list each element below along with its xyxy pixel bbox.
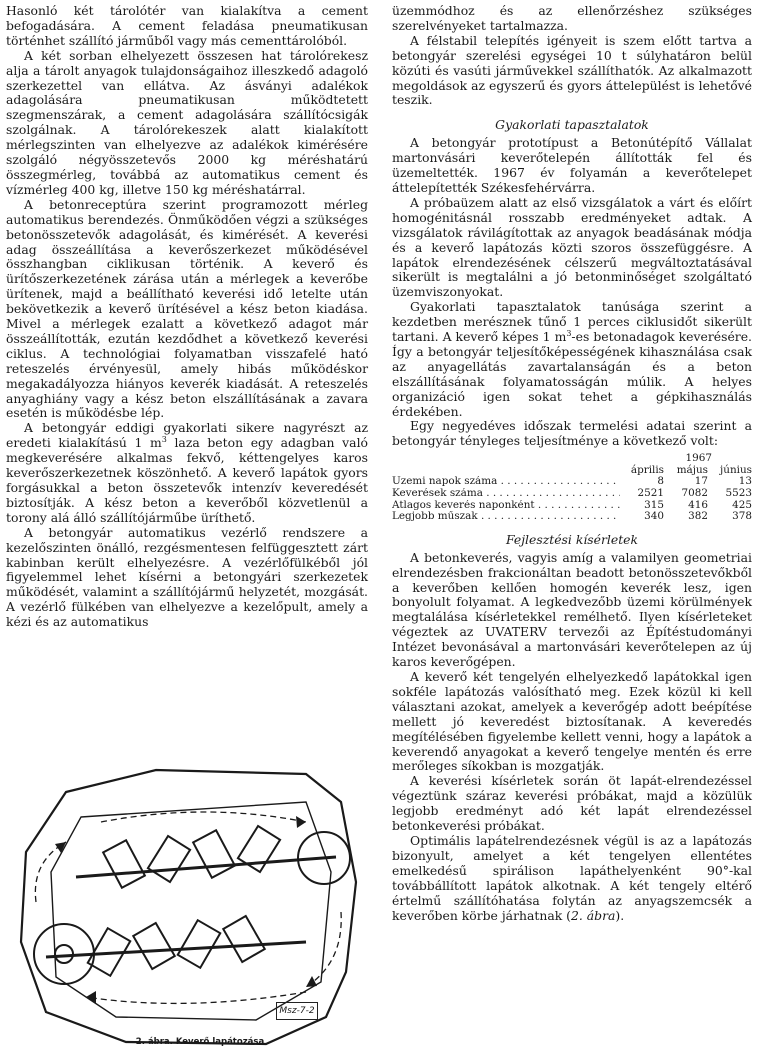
text-run: -es betonadagok keverésére. Így a betongyár teljesítőképességének kihasználása csak az anyagellátás zavartalanságán és a beton elszállításának folyamatosságán múlik. A helyes organizáció igen sokat tehet a gépkihasználás érdekében. [392, 329, 752, 419]
mixer-paddle [178, 920, 221, 968]
table-row-label: Legjobb műszak . . . [392, 511, 620, 523]
text-run: A betongyár eddigi gyakorlati sikere nagyrészt az eredeti kialakítású 1 m [6, 420, 368, 451]
table-row-label: Keverések száma . . . [392, 488, 620, 500]
table-cell: 2521 [637, 487, 664, 500]
table-row [392, 488, 752, 500]
table-header-cell: június [720, 463, 752, 476]
paragraph: A próbaüzem alatt az első vizsgálatok a várt és előírt homogénitásnál rosszabb eredményeket adtak. A vizsgálatok rávilágítottak az anyagok beadásának módja és a keverő lapátozás közti szoros összefüggésre. A lapátok elrendezésének célszerű megváltoztatásával sikerült is megtalálni a jó betonminőséget szolgáltató üzemviszonyokat. [392, 194, 752, 300]
paragraph: A betonkeverés, vagyis amíg a valamilyen geometriai elrendezésben frakcionáltan beadott betonösszetevőkből a keverőben kellően homogén keverék lesz, igen bonyolult folyamat. A legkedvezőbb üzemi körülmények megtalálása kísérletekkel remélhető. Ilyen kísérleteket végeztek az UVATERV tervezői az Építéstudományi Intézet bevonásával a martonvásári keverőtelepen az új karos keverőgépen. [392, 549, 752, 670]
figure-caption: 2. ábra. Keverő lapátozása [135, 1037, 265, 1047]
table-row-label: Átlagos keverés naponként . . . [392, 500, 620, 512]
section-heading: Gyakorlati tapasztalatok [495, 117, 649, 133]
mixer-shaft-lower [46, 942, 306, 957]
production-table [392, 453, 752, 523]
mixer-paddle [133, 923, 175, 969]
mixer-paddle [148, 836, 190, 882]
table-cell: 315 [644, 498, 664, 511]
flow-arrow-path [86, 992, 306, 1003]
table-header-cell: május [676, 463, 708, 476]
paragraph: Hasonló két tárolótér van kialakítva a cement befogadására. A cement feladása pneumatikusan történhet szállító járműből vagy más cementtárolóból. [6, 3, 368, 48]
table-cell: 382 [688, 510, 708, 523]
paragraph: A betongyár automatikus vezérlő rendszere a kezelőszinten önálló, rezgésmentesen felfüggesztett zárt kabinban került elhelyezésre. A vezérlőfülkéből jól figyelemmel lehet kísérni a betongyári szerkezetek működését, valamint a szállítójármű helyzetét, mozgását. A vezérlő fülkében van elhelyezve a kezelőpult, amely a kézi és az automatikus [6, 524, 368, 630]
paragraph: A betonreceptúra szerint programozott mérleg automatikus berendezés. Önműködően végzi a szükséges betonösszetevők adagolását, és kimérését. A keverési adag összeállítása a keverőszerkezet működésével összhangban ciklikusan történik. A keverő és ürítőszerkezetének zárása után a mérlegek a keverőbe ürítenek, majd a beállítható keverési idő letelte után bekövetkezik a keverő ürítésével a kész beton kiadása. Mivel a mérlegek ezalatt a következő adagot már összeállították, ezután kezdődhet a következő keverési ciklus. A technológiai folyamatban visszafelé ható reteszelés érvényesül, amely hibás működéskor megakadályozza hiányos keverék kiadását. A reteszelés anyaghiány vagy a kész beton elszállításának a zavara esetén is működésbe lép. [6, 196, 368, 421]
mixer-paddle [193, 830, 235, 878]
paragraph [6, 421, 368, 525]
superscript: 3 [566, 328, 572, 338]
mixer-paddle [103, 840, 145, 888]
left-column [6, 4, 368, 630]
text-run: ). [615, 907, 625, 923]
paragraph: A keverő két tengelyén elhelyezkedő lapátokkal igen sokféle lapátozás valósítható meg. Ezek közül ki kell választani azokat, amelyek a keverőgép adott beépítése mellett jó keveredést biztosítanak. A keveredés megítélésében figyelembe kellett venni, hogy a lapátok a keverendő anyagokat a keverő tengelye mentén és erre merőleges síkokban is mozgatják. [392, 669, 752, 774]
table-header-cell: április [630, 463, 664, 476]
table-cell: 17 [694, 475, 708, 488]
flow-arrowhead [86, 991, 96, 1003]
table-cell: 8 [657, 475, 664, 488]
text-run: Optimális lapátelrendezésnek végül is az a lapátozás bizonyult, amelyet a két tengelyen ellentétes emelkedésű spirálison lapáthelyenként 90°-kal továbbállított lapátok alkotnak. A két tengely eltérő értelmű szállítóhatása folytán az anyagszemcsék a keverőben körbe járhatnak ( [392, 832, 752, 923]
figure-reference: 2. ábra [570, 907, 616, 923]
text-run: laza beton egy adagban való megkeverésére alkalmas fekvő, kéttengelyes karos keverőszerkezetnek köszönhető. A keverő lapátok gyors forgásukkal a beton összetevők intenzív keveredését biztosítják. A kész beton a keverőből közvetlenül a torony alá álló szállítójárműbe üríthető. [6, 435, 368, 525]
mixer-housing-inner [51, 802, 331, 1020]
table-cell: 378 [732, 510, 752, 523]
text-run: Gyakorlati tapasztalatok tanúsága szerint a kezdetben merésznek tűnő 1 perces ciklusidőt sikerült tartani. A keverő képes 1 m [392, 299, 752, 345]
mixer-paddle [223, 916, 265, 962]
paragraph: A betongyár prototípust a Betonútépítő Vállalat martonvásári keverőtelepén állították fel és üzemeltették. 1967 év folyamán a keverőtelepet áttelepítették Székesfehérvárra. [392, 135, 752, 195]
table-row-label: Üzemi napok száma . . . [392, 476, 620, 488]
table-year: 1967 [685, 452, 712, 465]
table-cell: 13 [738, 475, 752, 488]
paragraph: üzemmódhoz és az ellenőrzéshez szükséges szerelvényeket tartalmazza. [392, 3, 752, 33]
table-cell: 425 [732, 498, 752, 511]
table-cell: 5523 [725, 487, 752, 500]
superscript: 3 [161, 435, 167, 445]
figure-stamp: Msz-7-2 [276, 1002, 318, 1020]
paragraph: A keverési kísérletek során öt lapát-elrendezéssel végeztünk száraz keverési próbákat, majd a közülük legjobb eredményt adó két lapát elrendezéssel betonkeverési próbákat. [392, 773, 752, 834]
table-cell: 416 [688, 498, 708, 511]
flow-arrowhead [306, 976, 317, 987]
table-cell: 7082 [681, 487, 708, 500]
table-row [392, 511, 752, 523]
paragraph [392, 834, 752, 923]
shaft-end-hub [55, 945, 73, 963]
paragraph [392, 300, 752, 419]
table-cell: 340 [644, 510, 664, 523]
flow-arrowhead [296, 816, 306, 828]
paragraph: Egy negyedéves időszak termelési adatai szerint a betongyár tényleges teljesítménye a következő volt: [392, 418, 752, 449]
right-column [392, 4, 752, 923]
section-heading: Fejlesztési kísérletek [505, 531, 639, 547]
paragraph: A két sorban elhelyezett összesen hat tárolórekesz alja a tárolt anyagok tulajdonságaihoz illeszkedő adagoló szerkezettel van ellátva. Az ásványi adalékok adagolására pneumatikusan működtetett szegmenszárak, a cement adagolására szállítócsigák szolgálnak. A tárolórekeszek alatt kialakított mérlegszinten van elhelyezve az adalékok kimérésére szolgáló négyösszetevős 2000 kg méréshatárú összegmérleg, továbbá az automatikus cement és vízmérleg 400 kg, illetve 150 kg méréshatárral. [6, 47, 368, 197]
paragraph: A félstabil telepítés igényeit is szem előtt tartva a betongyár szerelési egységei 10 t súlyhatáron belül közúti és vasúti járművekkel szállíthatók. Az alkalmazott megoldások az egyszerű és gyors áttelepülést is lehetővé teszik. [392, 32, 752, 108]
